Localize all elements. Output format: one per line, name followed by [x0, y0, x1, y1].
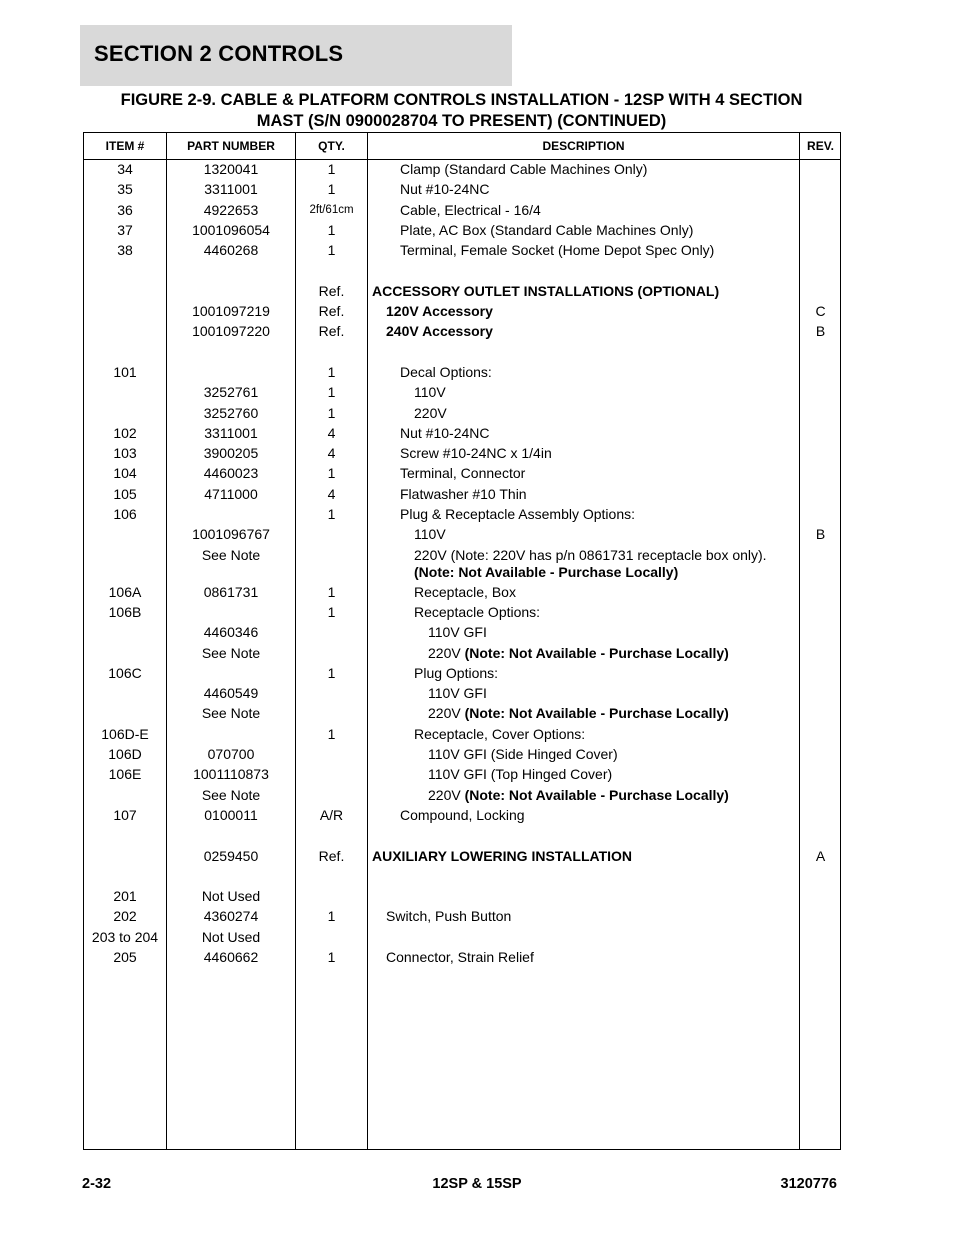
table-row — [84, 886, 840, 906]
description — [372, 906, 797, 926]
part-number: See Note — [201, 705, 261, 722]
table-row — [84, 463, 840, 483]
table-row — [84, 220, 840, 240]
table-row — [84, 342, 840, 362]
description — [372, 866, 797, 886]
description-text: Connector, Strain Relief — [386, 948, 534, 965]
quantity: Ref. — [318, 847, 345, 864]
description-text: Nut #10-24NC — [400, 181, 490, 198]
quantity: 4 — [327, 485, 336, 502]
table-body — [84, 159, 840, 967]
quantity: 4 — [327, 424, 336, 441]
quantity: 1 — [327, 242, 336, 259]
description — [372, 321, 797, 341]
description-text: Screw #10-24NC x 1/4in — [400, 445, 552, 462]
description-text: Clamp (Standard Cable Machines Only) — [400, 161, 648, 177]
description — [372, 463, 797, 483]
table-row — [84, 301, 840, 321]
quantity: 1 — [327, 404, 336, 421]
part-number: 3311001 — [204, 181, 258, 198]
part-number: 1001096767 — [192, 526, 270, 543]
description — [372, 683, 797, 703]
revision: B — [815, 526, 826, 543]
item-number: 203 to 204 — [91, 928, 159, 945]
table-row — [84, 362, 840, 382]
description — [372, 805, 797, 825]
description — [372, 403, 797, 423]
description-text: 110V GFI (Side Hinged Cover) — [428, 746, 618, 763]
table-row — [84, 744, 840, 764]
item-number: 106C — [108, 664, 142, 681]
parts-table — [83, 132, 841, 1150]
item-number: 34 — [117, 161, 133, 177]
part-number: 1001110873 — [193, 766, 269, 783]
table-row — [84, 504, 840, 524]
part-number: 4460346 — [203, 624, 259, 641]
part-number: 4360274 — [203, 908, 259, 925]
table-row — [84, 179, 840, 199]
table-row — [84, 524, 840, 544]
item-number: 106E — [108, 766, 142, 783]
quantity: 1 — [327, 363, 336, 380]
revision: C — [815, 303, 826, 320]
section-banner — [80, 25, 512, 86]
quantity: 1 — [327, 221, 336, 238]
part-number: 4460549 — [203, 685, 259, 702]
description-note: (Note: Not Available - Purchase Locally) — [414, 563, 679, 580]
quantity: 1 — [327, 384, 336, 401]
table-row — [84, 927, 840, 947]
description-text: 120V Accessory — [386, 303, 493, 320]
description-text: Terminal, Connector — [400, 465, 526, 482]
quantity: Ref. — [318, 282, 345, 299]
part-number: 1001096054 — [192, 221, 270, 238]
table-row — [84, 906, 840, 926]
item-number: 106A — [108, 583, 142, 600]
part-number: 3900205 — [203, 445, 259, 462]
table-row — [84, 602, 840, 622]
description-text: Nut #10-24NC — [400, 424, 490, 441]
description — [372, 504, 797, 524]
description-text: 110V GFI — [428, 624, 487, 641]
model-name: 12SP & 15SP — [432, 1176, 522, 1192]
table-row — [84, 545, 840, 582]
description — [372, 423, 797, 443]
table-row — [84, 866, 840, 886]
description-text: 110V GFI — [428, 685, 487, 702]
description-text: 110V — [414, 384, 446, 401]
page-number: 2-32 — [82, 1176, 112, 1192]
table-row — [84, 724, 840, 744]
description-text: Compound, Locking — [400, 806, 525, 823]
description — [372, 927, 797, 947]
figure-title-line-2: MAST (S/N 0900028704 TO PRESENT) (CONTINUED) — [256, 112, 667, 130]
item-number: 103 — [113, 445, 137, 462]
description — [372, 200, 797, 220]
description — [372, 703, 797, 723]
description — [372, 886, 797, 906]
revision: B — [815, 323, 826, 340]
description-text: Decal Options: — [400, 363, 492, 380]
description — [372, 744, 797, 764]
part-number: 3311001 — [204, 424, 258, 441]
table-row — [84, 159, 840, 179]
description — [372, 663, 797, 683]
description-text: 220V — [428, 705, 465, 722]
table-row — [84, 663, 840, 683]
description-text: 220V — [428, 786, 465, 803]
item-number: 38 — [117, 242, 133, 259]
item-number: 106D — [108, 746, 142, 763]
description — [372, 240, 797, 260]
header-description: DESCRIPTION — [542, 139, 625, 153]
header-qty: QTY. — [318, 139, 345, 153]
quantity: 1 — [327, 465, 336, 482]
description-text: Plug Options: — [414, 664, 499, 681]
description — [372, 443, 797, 463]
figure-title — [83, 90, 840, 132]
description — [372, 846, 797, 866]
description — [372, 179, 797, 199]
description — [372, 382, 797, 402]
description-text: ACCESSORY OUTLET INSTALLATIONS (OPTIONAL) — [372, 282, 720, 299]
quantity: 1 — [327, 506, 336, 523]
part-number: 4922653 — [203, 201, 259, 218]
description-text: Receptacle, Box — [414, 583, 516, 600]
description — [372, 825, 797, 845]
description — [372, 281, 797, 301]
header-rev: REV. — [807, 139, 834, 153]
part-number: Not Used — [201, 928, 261, 945]
description-note: (Note: Not Available - Purchase Locally) — [464, 705, 729, 722]
description-text: Receptacle, Cover Options: — [414, 725, 586, 742]
part-number: 4460662 — [203, 948, 259, 965]
table-row — [84, 484, 840, 504]
table-row — [84, 582, 840, 602]
quantity: 4 — [327, 445, 336, 462]
quantity: 1 — [327, 603, 336, 620]
description — [372, 602, 797, 622]
part-number: Not Used — [201, 888, 261, 905]
part-number: 0100011 — [204, 806, 258, 823]
quantity: 1 — [327, 181, 336, 198]
quantity: 1 — [327, 908, 336, 925]
table-row — [84, 281, 840, 301]
description-text: 220V — [428, 644, 465, 661]
quantity: 2ft/61cm — [309, 203, 354, 216]
description — [372, 622, 797, 642]
quantity: A/R — [319, 806, 344, 823]
item-number: 106B — [108, 603, 142, 620]
table-row — [84, 403, 840, 423]
item-number: 37 — [117, 221, 133, 238]
item-number: 36 — [117, 201, 133, 218]
description — [372, 582, 797, 602]
description — [372, 159, 797, 179]
description-note: (Note: Not Available - Purchase Locally) — [464, 786, 729, 803]
document-number: 3120776 — [780, 1176, 837, 1192]
description-text: Flatwasher #10 Thin — [400, 485, 527, 502]
table-row — [84, 200, 840, 220]
part-number: 070700 — [207, 746, 255, 763]
table-row — [84, 240, 840, 260]
description — [372, 484, 797, 504]
description — [372, 301, 797, 321]
quantity: 1 — [327, 664, 336, 681]
item-number: 35 — [117, 181, 133, 198]
figure-title-line-1: FIGURE 2-9. CABLE & PLATFORM CONTROLS INSTALLATION - 12SP WITH 4 SECTION — [120, 91, 803, 109]
table-row — [84, 443, 840, 463]
item-number: 101 — [113, 363, 137, 380]
description-text: AUXILIARY LOWERING INSTALLATION — [372, 847, 633, 864]
part-number: 3252760 — [203, 404, 259, 421]
description-text: Cable, Electrical - 16/4 — [400, 201, 541, 218]
description-text: 110V GFI (Top Hinged Cover) — [428, 766, 613, 783]
description — [372, 545, 797, 581]
quantity: 1 — [327, 583, 336, 600]
table-row — [84, 423, 840, 443]
item-number: 202 — [113, 908, 137, 925]
table-row — [84, 382, 840, 402]
description-text: 220V — [414, 404, 447, 421]
description-text: Terminal, Female Socket (Home Depot Spec Only) — [400, 242, 715, 259]
description — [372, 947, 797, 967]
table-row — [84, 622, 840, 642]
description-text: 220V (Note: 220V has p/n 0861731 receptacle box only). — [414, 546, 767, 563]
description — [372, 342, 797, 362]
table-row — [84, 846, 840, 866]
table-row — [84, 764, 840, 784]
part-number: 4460268 — [203, 242, 259, 259]
description — [372, 260, 797, 280]
quantity: 1 — [327, 948, 336, 965]
part-number: 1001097219 — [192, 303, 270, 320]
item-number: 107 — [113, 806, 137, 823]
description — [372, 362, 797, 382]
table-row — [84, 825, 840, 845]
table-row — [84, 260, 840, 280]
quantity: Ref. — [318, 303, 345, 320]
item-number: 201 — [113, 888, 137, 905]
description-text: Plate, AC Box (Standard Cable Machines Only) — [400, 221, 694, 238]
description-text: 110V — [414, 526, 446, 543]
table-row — [84, 785, 840, 805]
item-number: 205 — [113, 948, 137, 965]
header-item: ITEM # — [105, 139, 145, 153]
table-row — [84, 947, 840, 967]
table-row — [84, 703, 840, 723]
description — [372, 764, 797, 784]
description — [372, 643, 797, 663]
description — [372, 785, 797, 805]
quantity: 1 — [327, 161, 336, 177]
part-number: 4711000 — [204, 485, 258, 502]
part-number: See Note — [201, 546, 261, 563]
description-text: Plug & Receptacle Assembly Options: — [400, 506, 636, 523]
item-number: 106D-E — [101, 725, 149, 742]
part-number: 4460023 — [203, 465, 259, 482]
description-text: Switch, Push Button — [386, 908, 512, 925]
part-number: 1320041 — [203, 161, 259, 177]
part-number: See Note — [201, 786, 261, 803]
part-number: 3252761 — [203, 384, 259, 401]
item-number: 102 — [113, 424, 137, 441]
table-row — [84, 805, 840, 825]
part-number: 0259450 — [203, 847, 259, 864]
table-row — [84, 643, 840, 663]
part-number: 0861731 — [203, 583, 259, 600]
table-row — [84, 321, 840, 341]
section-title: SECTION 2 CONTROLS — [94, 41, 344, 66]
item-number: 104 — [113, 465, 137, 482]
quantity: Ref. — [318, 323, 345, 340]
table-row — [84, 683, 840, 703]
description — [372, 524, 797, 544]
header-part-number: PART NUMBER — [187, 139, 275, 153]
description — [372, 220, 797, 240]
description — [372, 724, 797, 744]
part-number: 1001097220 — [192, 323, 270, 340]
item-number: 105 — [113, 485, 137, 502]
description-text: 240V Accessory — [386, 323, 493, 340]
revision: A — [815, 847, 826, 864]
part-number: See Note — [201, 644, 261, 661]
description-text: Receptacle Options: — [414, 603, 541, 620]
description-note: (Note: Not Available - Purchase Locally) — [464, 644, 729, 661]
item-number: 106 — [113, 506, 137, 523]
quantity: 1 — [327, 725, 336, 742]
